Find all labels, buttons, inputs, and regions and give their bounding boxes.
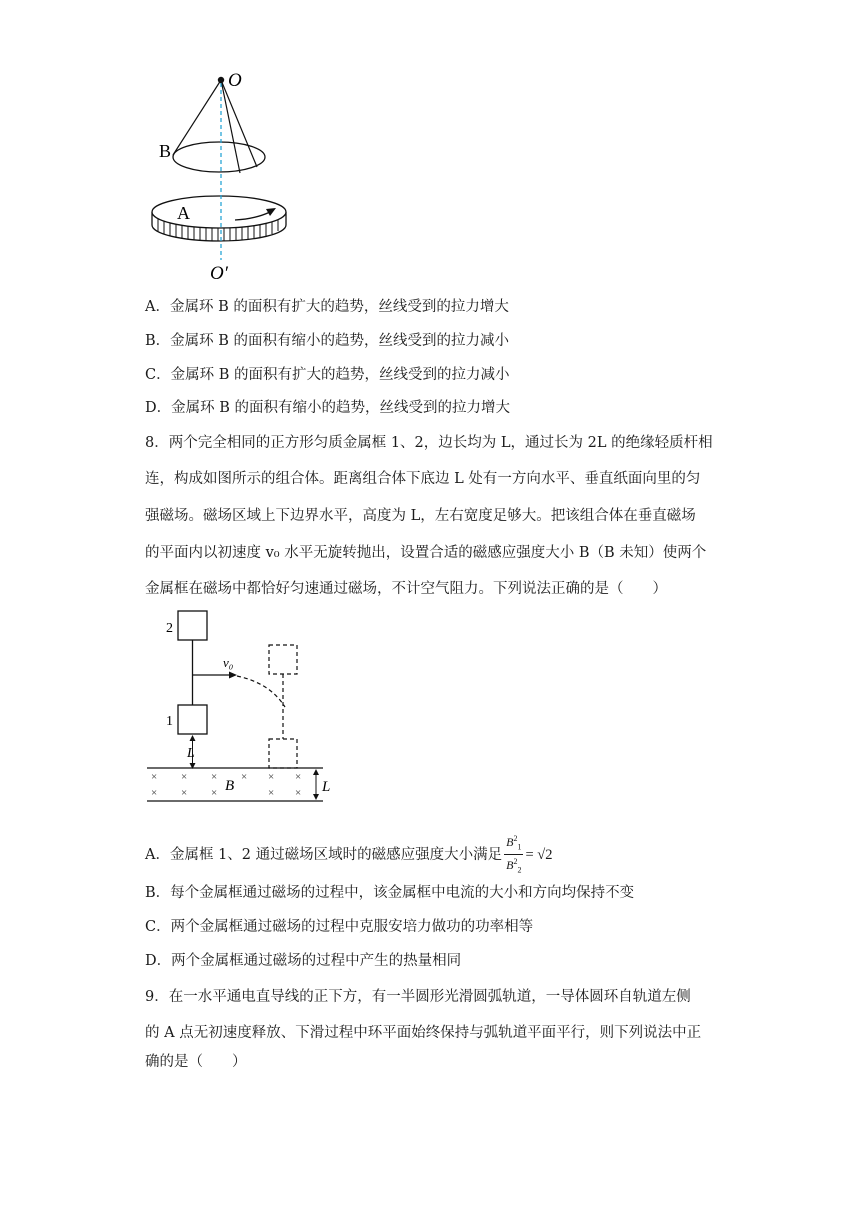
q9-stem-line-3: 确的是（ ） xyxy=(145,1054,247,1070)
label-o: O xyxy=(228,70,242,91)
label-gap-l: L xyxy=(187,746,195,761)
q8-option-a-rhs: = √2 xyxy=(525,846,553,863)
q7-option-c: C．金属环 B 的面积有扩大的趋势，丝线受到的拉力减小 xyxy=(145,367,510,383)
svg-text:×: × xyxy=(211,771,218,783)
q8-stem-line-4: 的平面内以初速度 v₀ 水平无旋转抛出，设置合适的磁感应强度大小 B（B 未知）使两个 xyxy=(145,545,707,561)
svg-text:×: × xyxy=(295,771,302,783)
figure-ring-and-disk xyxy=(140,65,310,290)
svg-text:×: × xyxy=(181,787,188,799)
q9-stem-line-1: 9．在一水平通电直导线的正下方，有一半圆形光滑圆弧轨道，一导体圆环自轨道左侧 xyxy=(145,989,691,1005)
q7-option-a: A．金属环 B 的面积有扩大的趋势，丝线受到的拉力增大 xyxy=(145,299,509,315)
thread-right xyxy=(221,80,257,167)
svg-text:×: × xyxy=(295,787,302,799)
svg-text:×: × xyxy=(151,787,158,799)
q8-option-a xyxy=(145,832,553,878)
frame-2 xyxy=(178,611,207,640)
frame-2-later xyxy=(269,645,297,674)
trajectory xyxy=(237,676,285,707)
label-a: A xyxy=(177,203,190,223)
q8-stem-line-1: 8．两个完全相同的正方形匀质金属框 1、2，边长均为 L，通过长为 2L 的绝缘轻质杆相 xyxy=(145,435,713,451)
label-field-l: L xyxy=(322,779,331,795)
q8-stem-line-3: 强磁场。磁场区域上下边界水平，高度为 L，左右宽度足够大。把该组合体在垂直磁场 xyxy=(145,508,696,524)
q7-option-d: D．金属环 B 的面积有缩小的趋势，丝线受到的拉力增大 xyxy=(145,400,510,416)
q8-option-a-text: A．金属框 1、2 通过磁场区域时的磁感应强度大小满足 xyxy=(145,846,503,863)
label-frame-2: 2 xyxy=(166,621,173,636)
svg-text:×: × xyxy=(268,787,275,799)
thread-center xyxy=(221,80,240,173)
q8-option-a-fraction: $\frac{B^2_1}{B^2_2}$ xyxy=(506,834,522,875)
svg-text:×: × xyxy=(151,771,158,783)
svg-text:×: × xyxy=(241,771,248,783)
q8-option-c: C．两个金属框通过磁场的过程中克服安培力做功的功率相等 xyxy=(145,919,534,935)
q8-option-d: D．两个金属框通过磁场的过程中产生的热量相同 xyxy=(145,953,462,969)
q8-stem-line-2: 连，构成如图所示的组合体。距离组合体下底边 L 处有一方向水平、垂直纸面向里的匀 xyxy=(145,471,701,487)
q9-stem-line-2: 的 A 点无初速度释放、下滑过程中环平面始终保持与弧轨道平面平行，则下列说法中正 xyxy=(145,1025,702,1041)
label-field-b: B xyxy=(225,778,235,794)
point-o xyxy=(218,77,224,83)
svg-text:×: × xyxy=(181,771,188,783)
q8-option-b: B．每个金属框通过磁场的过程中，该金属框中电流的大小和方向均保持不变 xyxy=(145,885,635,901)
label-b: B xyxy=(159,141,172,161)
figure-frames-and-field xyxy=(145,605,345,805)
frame-1 xyxy=(178,705,207,734)
svg-text:×: × xyxy=(211,787,218,799)
label-v0: v₀ xyxy=(223,655,234,670)
label-o-prime: O′ xyxy=(210,263,228,284)
frame-1-later xyxy=(269,739,297,768)
ring-b xyxy=(173,142,265,172)
disk-a-top xyxy=(152,196,286,228)
label-frame-1: 1 xyxy=(166,714,173,729)
q8-stem-line-5: 金属框在磁场中都恰好匀速通过磁场，不计空气阻力。下列说法正确的是（ ） xyxy=(145,581,667,597)
q7-option-b: B．金属环 B 的面积有缩小的趋势，丝线受到的拉力减小 xyxy=(145,333,510,349)
svg-text:×: × xyxy=(268,771,275,783)
